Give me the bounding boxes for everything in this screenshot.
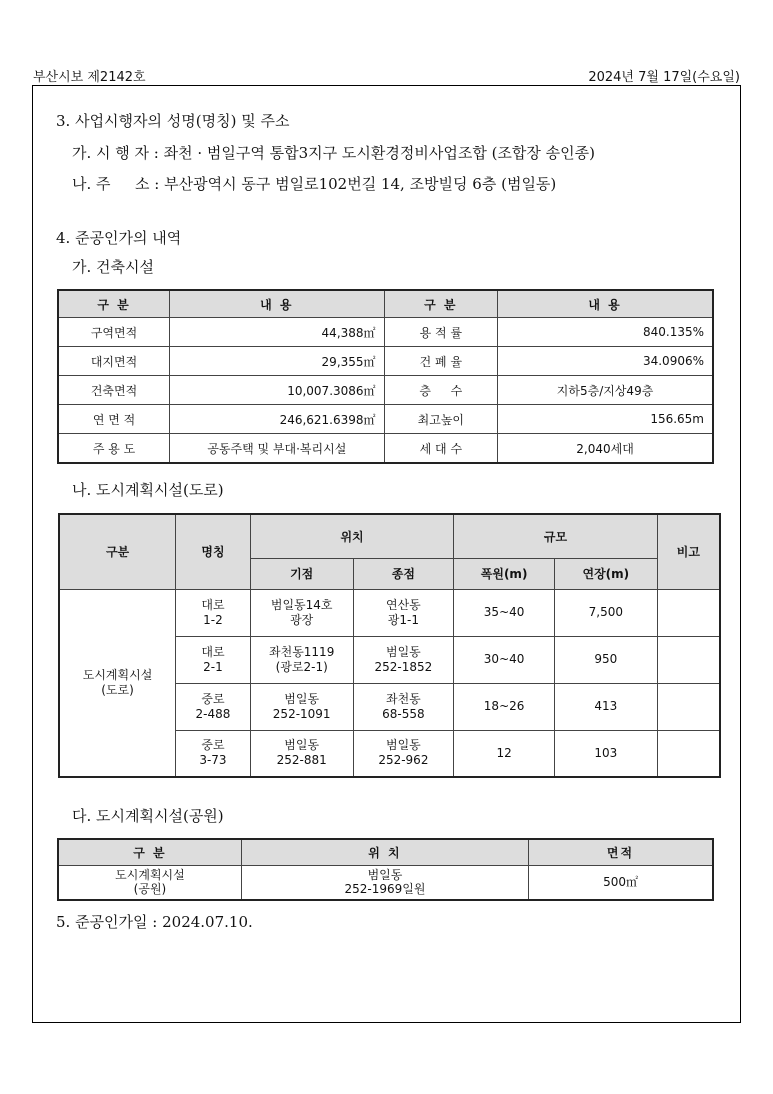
gazette-date: 2024년 7월 17일(수요일) — [588, 70, 740, 85]
header-scale: 규모 — [454, 514, 657, 558]
park-facility-table — [57, 838, 714, 901]
table-row: 중로 3-73 범일동 252-881 범일동 252-962 12 103 — [59, 730, 720, 777]
header-cell: 구 분 — [58, 290, 170, 318]
table-row: 중로 2-488 범일동 252-1091 좌천동 68-558 18~26 413 — [59, 683, 720, 730]
building-facility-title: 가. 건축시설 — [72, 258, 154, 276]
header-note: 비고 — [657, 514, 720, 589]
header-width: 폭원(m) — [454, 558, 555, 589]
gazette-issue: 부산시보 제2142호 — [33, 70, 146, 85]
road-facility-title: 나. 도시계획시설(도로) — [72, 481, 224, 499]
table-row: 도시계획시설 (공원) 범일동 252-1969일원 500㎡ — [58, 866, 713, 900]
approval-date: 5. 준공인가일 : 2024.07.10. — [56, 913, 253, 931]
table-row: 대로 2-1 좌천동1119 (광로2-1) 범일동 252-1852 30~40 950 — [59, 636, 720, 683]
table-row: 건축면적 10,007.3086㎡ 층 수 지하5층/지상49층 — [58, 376, 713, 405]
applicant-line: 가. 시 행 자 : 좌천 · 범일구역 통합3지구 도시환경정비사업조합 (조합장 송인종) — [72, 144, 595, 162]
road-facility-table — [58, 513, 721, 778]
header-cell: 내 용 — [498, 290, 713, 318]
header-length: 연장(m) — [554, 558, 657, 589]
header-start: 기점 — [250, 558, 353, 589]
building-facility-table — [57, 289, 714, 464]
header-cell: 구 분 — [58, 839, 241, 866]
park-facility-title: 다. 도시계획시설(공원) — [72, 807, 224, 825]
section3-title: 3. 사업시행자의 성명(명칭) 및 주소 — [56, 112, 290, 130]
header-location: 위치 — [250, 514, 453, 558]
section4-title: 4. 준공인가의 내역 — [56, 229, 182, 247]
address-line: 나. 주 소 : 부산광역시 동구 범일로102번길 14, 조방빌딩 6층 (범일동) — [72, 175, 557, 193]
header-end: 종점 — [353, 558, 454, 589]
header-name: 명칭 — [176, 514, 251, 589]
table-row: 주 용 도 공동주택 및 부대·복리시설 세 대 수 2,040세대 — [58, 434, 713, 464]
table-row: 연 면 적 246,621.6398㎡ 최고높이 156.65m — [58, 405, 713, 434]
header-cell: 구 분 — [384, 290, 498, 318]
table-row: 대지면적 29,355㎡ 건 폐 율 34.0906% — [58, 347, 713, 376]
table-row: 도시계획시설 (도로) 대로 1-2 범일동14호 광장 연산동 광1-1 35~40 7,500 — [59, 589, 720, 636]
header-cell: 위 치 — [241, 839, 528, 866]
category-cell: 도시계획시설 (도로) — [59, 589, 176, 777]
header-cell: 내 용 — [170, 290, 384, 318]
header-gubun: 구분 — [59, 514, 176, 589]
header-cell: 면적 — [529, 839, 713, 866]
table-row: 구역면적 44,388㎡ 용 적 률 840.135% — [58, 318, 713, 347]
